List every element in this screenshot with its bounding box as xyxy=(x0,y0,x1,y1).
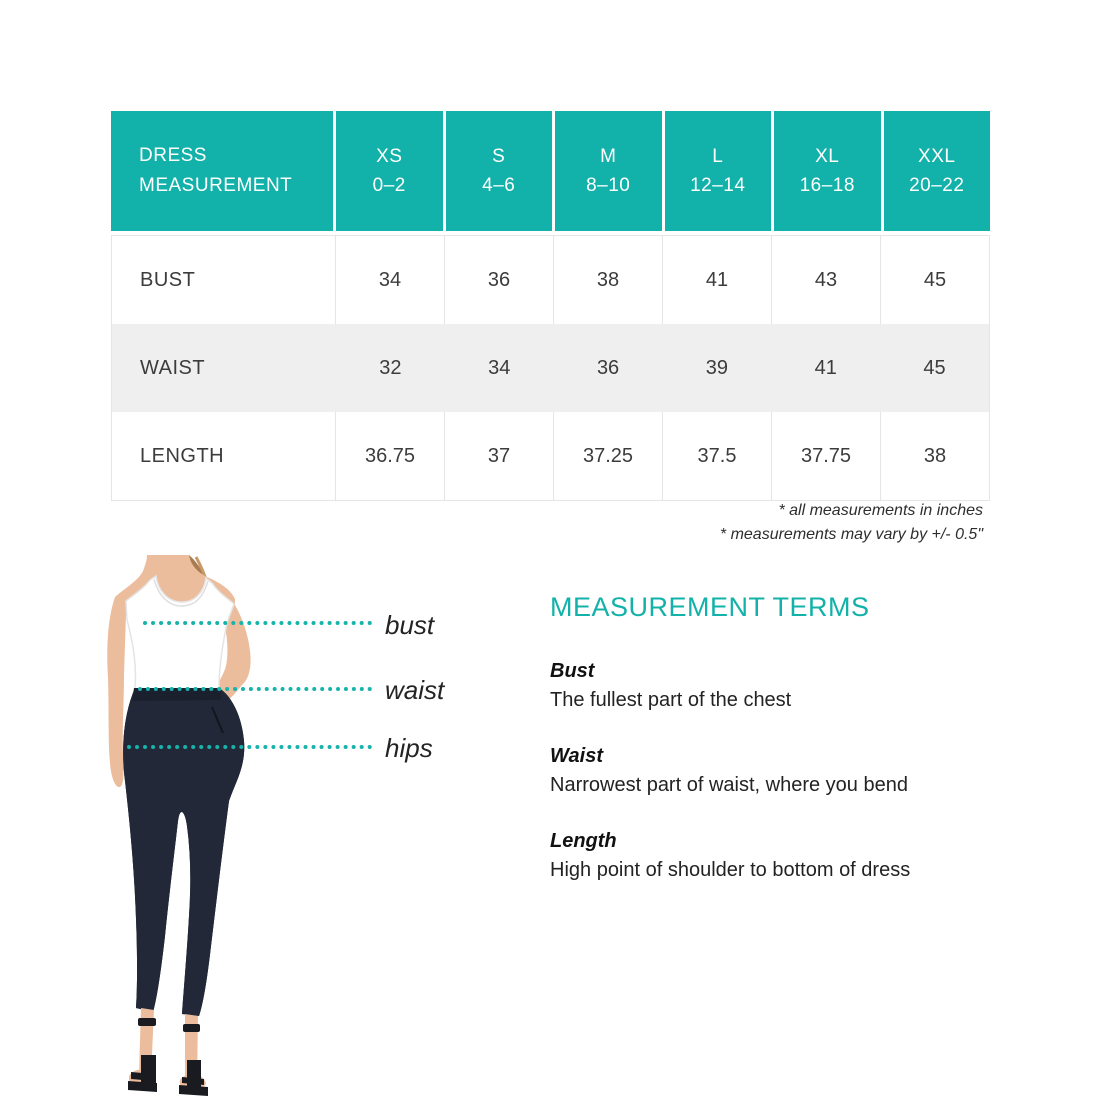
table-body xyxy=(111,235,990,501)
footnote-units: * all measurements in inches xyxy=(778,502,983,519)
cell-bust-xl: 43 xyxy=(772,236,881,324)
model-photo xyxy=(95,555,275,1100)
size-range: 4–6 xyxy=(482,175,516,196)
cell-waist-l: 39 xyxy=(705,356,729,379)
size-range: 20–22 xyxy=(909,175,965,196)
cell-bust-xxl: 45 xyxy=(923,268,947,291)
row-label-length: LENGTH xyxy=(112,412,336,500)
waist-measure-line xyxy=(138,687,372,691)
model-figure-illustration xyxy=(95,555,275,1100)
bust-line-label: bust xyxy=(385,610,435,640)
size-name: M xyxy=(600,146,617,167)
cell-waist-xs: 32 xyxy=(379,356,402,379)
header-cell-xxl xyxy=(884,111,991,231)
cell-length-xl: 37.75 xyxy=(772,412,881,500)
header-cell-dress-measurement xyxy=(111,111,336,231)
header-cell-xl xyxy=(774,111,884,231)
cell-bust-m: 38 xyxy=(554,236,663,324)
term-name: Waist xyxy=(550,745,603,767)
cell-length-s: 37 xyxy=(445,412,554,500)
measurement-terms-section xyxy=(550,592,1030,912)
term-length xyxy=(550,827,1030,885)
size-range: 0–2 xyxy=(372,175,406,196)
cell-waist-xxl: 45 xyxy=(923,356,946,379)
waist-line-label: waist xyxy=(385,675,445,705)
cell-waist-s: 34 xyxy=(488,356,511,379)
cell-bust-l: 41 xyxy=(663,236,772,324)
hips-measure-line xyxy=(127,745,372,749)
header-cell-s xyxy=(446,111,556,231)
cell-waist-xl: 41 xyxy=(814,356,837,379)
cell-bust-xs: 34 xyxy=(336,236,445,324)
cell-length-xs: 36.75 xyxy=(336,412,445,500)
size-range: 8–10 xyxy=(586,175,631,196)
term-definition: Narrowest part of waist, where you bend xyxy=(550,774,908,796)
term-name: Length xyxy=(550,830,617,852)
header-cell-l xyxy=(665,111,775,231)
footnote-variance: * measurements may vary by +/- 0.5" xyxy=(719,526,983,543)
bust-measure-line xyxy=(143,621,372,625)
term-bust xyxy=(550,657,1030,715)
cell-length-l: 37.5 xyxy=(663,412,772,500)
cell-waist-m: 36 xyxy=(596,356,620,379)
size-chart-table xyxy=(111,111,990,501)
table-title: DRESS MEASUREMENT xyxy=(139,145,293,196)
hips-line-label: hips xyxy=(385,733,433,763)
size-name: S xyxy=(492,146,506,167)
header-cell-m xyxy=(555,111,665,231)
size-name: L xyxy=(712,146,724,167)
terms-heading: MEASUREMENT TERMS xyxy=(550,592,870,622)
table-row-bust xyxy=(112,236,989,324)
cell-length-xxl: 38 xyxy=(923,444,947,467)
size-range: 16–18 xyxy=(799,175,855,196)
size-name: XS xyxy=(376,146,403,167)
row-label-bust: BUST xyxy=(112,236,336,324)
term-definition: The fullest part of the chest xyxy=(550,689,792,711)
term-name: Bust xyxy=(550,660,595,682)
size-range: 12–14 xyxy=(690,175,746,196)
header-cell-xs xyxy=(336,111,446,231)
term-waist xyxy=(550,742,1030,800)
table-row-waist xyxy=(112,324,989,412)
size-name: XXL xyxy=(918,146,956,167)
cell-bust-s: 36 xyxy=(445,236,554,324)
term-definition: High point of shoulder to bottom of dress xyxy=(550,859,911,881)
table-footnotes xyxy=(111,499,983,547)
cell-length-m: 37.25 xyxy=(554,412,663,500)
size-name: XL xyxy=(815,146,840,167)
table-row-length xyxy=(112,412,989,500)
row-label-waist: WAIST xyxy=(140,356,206,379)
table-header-row xyxy=(111,111,990,231)
